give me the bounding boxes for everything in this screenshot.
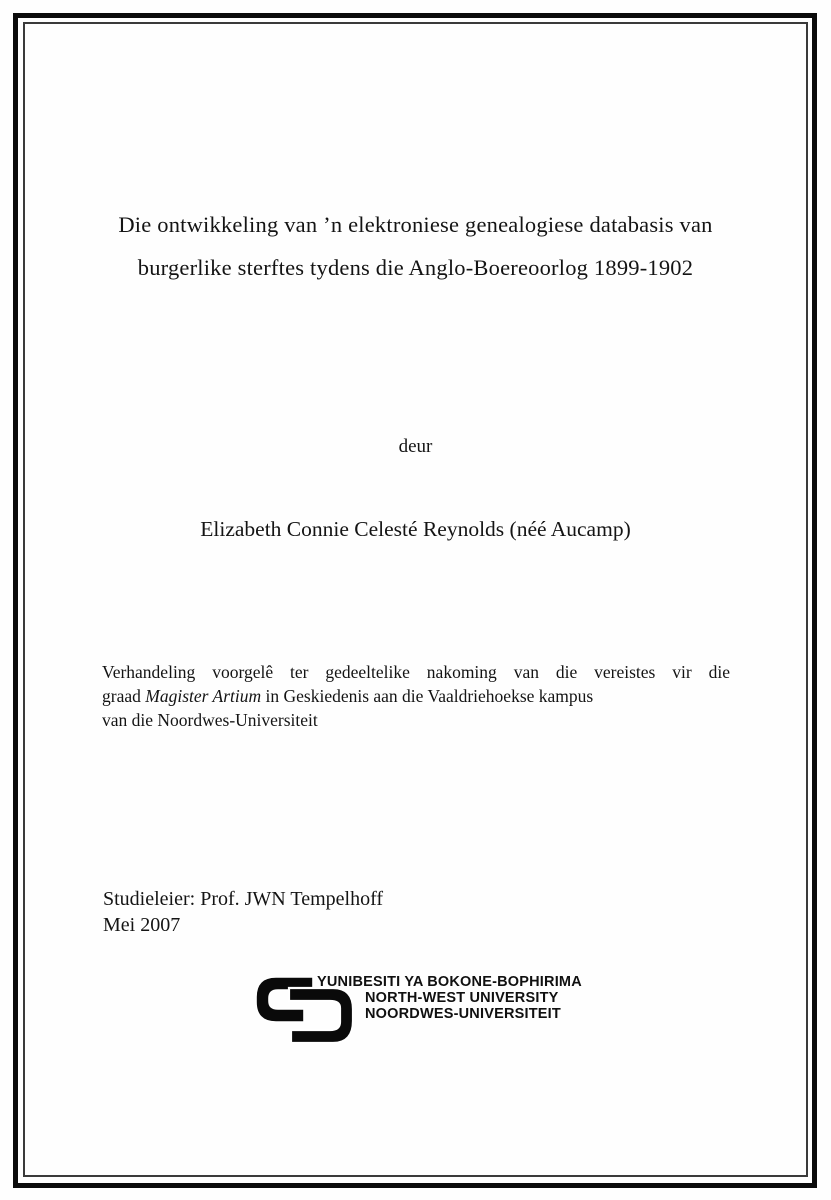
- logo-line-setswana: YUNIBESITI YA BOKONE-BOPHIRIMA: [317, 974, 582, 990]
- supervisor-block: [103, 886, 383, 938]
- author-name: Elizabeth Connie Celesté Reynolds (néé Aucamp): [200, 517, 631, 541]
- date-line: Mei 2007: [103, 914, 181, 936]
- byline-deur: deur: [398, 436, 433, 457]
- submission-line3: van die Noordwes-Universiteit: [102, 710, 318, 730]
- submission-line2: [102, 684, 730, 708]
- submission-line1: Verhandeling voorgelê ter gedeeltelike nakoming van die vereistes vir die: [102, 662, 730, 682]
- logo-line-afrikaans: NOORDWES-UNIVERSITEIT: [365, 1006, 561, 1023]
- supervisor-line: Studieleier: Prof. JWN Tempelhoff: [103, 888, 384, 910]
- submission-line2-post: in Geskiedenis aan die Vaaldriehoekse kampus: [261, 686, 594, 706]
- thesis-title: [92, 203, 739, 289]
- degree-name-italic: Magister Artium: [145, 686, 262, 706]
- logo-line-english: NORTH-WEST UNIVERSITY: [365, 990, 559, 1007]
- university-logo: [256, 972, 586, 1054]
- submission-statement: [102, 660, 730, 732]
- university-logo-text: [317, 974, 582, 1023]
- submission-line2-pre: graad: [102, 686, 146, 706]
- thesis-title-line1: Die ontwikkeling van ’n elektroniese genealogiese databasis van: [118, 212, 713, 237]
- thesis-title-line2: burgerlike sterftes tydens die Anglo-Boereoorlog 1899-1902: [137, 255, 694, 280]
